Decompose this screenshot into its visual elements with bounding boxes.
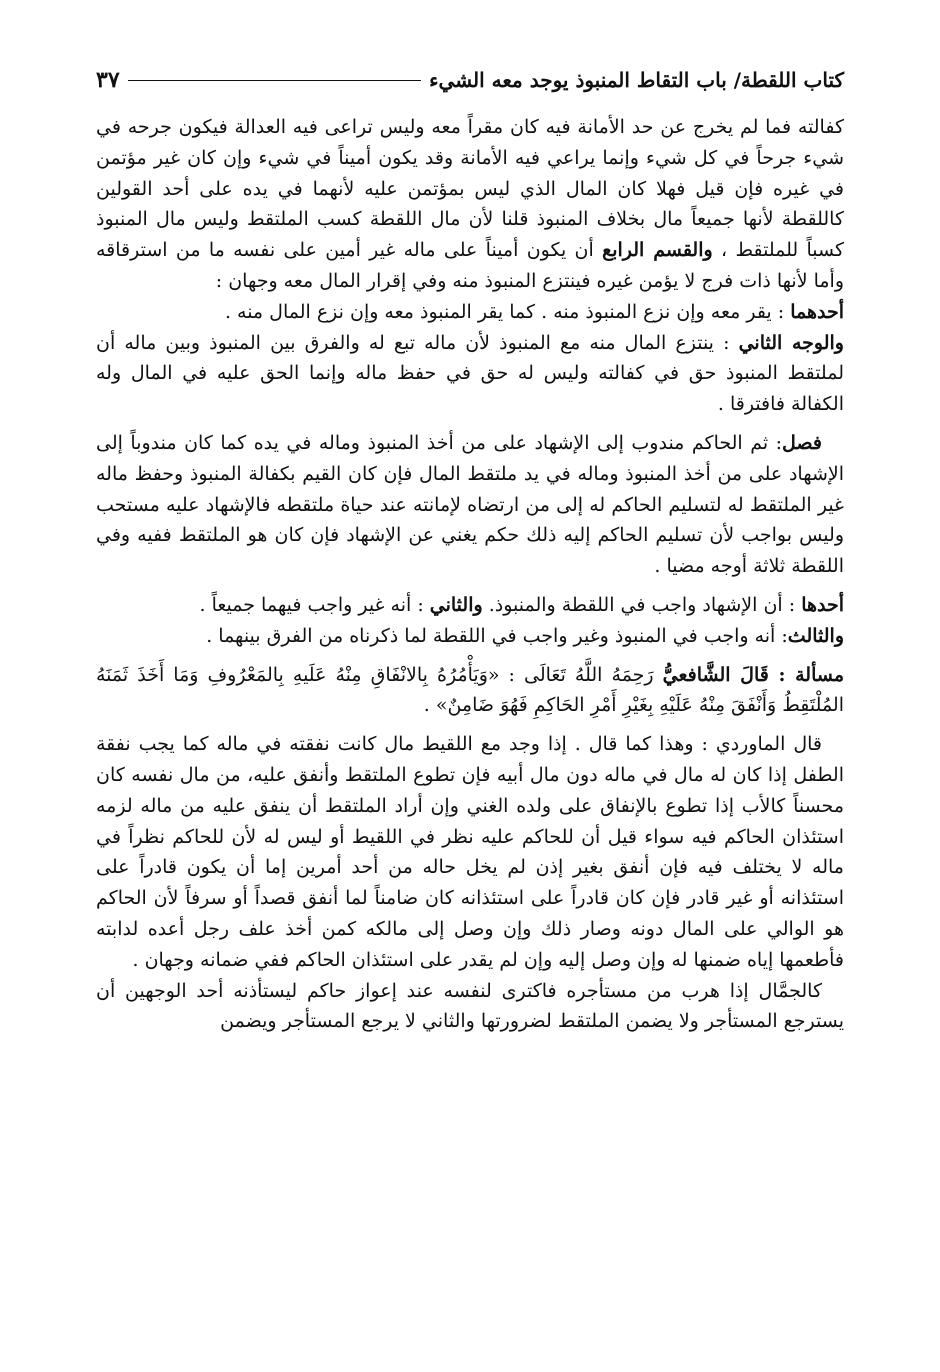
paragraph-text: قال الماوردي : وهذا كما قال . إذا وجد مع اللقيط مال كانت نفقته في ماله كما يجب نفقة الطفل إذا كان له مال في ماله دون مال أبيه فإن تطوع الملتقط وأنفق عليه، من مال نفسه كان محسناً كالأب إذا تطوع بالإنفاق على ولده الغني وإن أراد الملتقط أن ينفق عليه من ماله لزمه استئذان الحاكم فيه سواء قيل أن للحاكم عليه نظر في اللقيط أو ليس له لأن للحاكم نظراً في ماله لا يختلف فيه فإن أنفق بغير إذن لم يخل حاله من أحد أمرين إما أن يكون قادراً على استئذانه أو غير قادر فإن كان قادراً على استئذانه كان ضامناً لما أنفق قصداً أو سرفاً لأن الحاكم هو الوالي على المال دونه وصار ذلك وإن وصل إلى مالكه كمن أخذ علف رجل أعده لدابته فأطعمها إياه ضمنها له وإن وصل إليه وإن لم يقدر على استئذان الحاكم ففي ضمانه وجهان . (96, 733, 844, 971)
paragraph-text: أن يكون أميناً على ماله غير أمين على نفسه ما من استرقاقه وأما لأنها ذات فرج لا يؤمن غيره فينتزع المنبوذ منه وفي إقرار المال معه وجهان : (96, 239, 844, 292)
paragraph-text: : يقر معه وإن نزع المنبوذ منه . كما يقر المنبوذ معه وإن نزع المال منه . (224, 300, 791, 323)
paragraph (96, 729, 844, 975)
term-heading: أحدها (801, 593, 844, 616)
term-heading: والوجه الثاني (738, 331, 844, 354)
paragraph (96, 297, 844, 328)
paragraph (96, 660, 844, 722)
paragraph (96, 112, 844, 297)
paragraph (96, 328, 844, 420)
term-heading: والثالث (787, 624, 844, 647)
paragraph-text: : ينتزع المال منه مع المنبوذ لأن ماله تبع له والفرق بين المنبوذ وبين ماله أن لملتقط المنبوذ حق في كفالته وليس له حق في حفظ ماله وإنما الحق عليه في المال وله الكفالة فافترقا . (96, 331, 844, 416)
page-body (96, 112, 844, 1037)
paragraph-text: : أن الإشهاد واجب في اللقطة والمنبوذ. (482, 593, 802, 616)
paragraph-text: كالجمَّال إذا هرب من مستأجره فاكترى لنفسه عند إعواز حاكم ليستأذنه أحد الوجهين أن يسترجع المستأجر ولا يضمن الملتقط لضرورتها والثاني لا يرجع المستأجر ويضمن (96, 979, 844, 1033)
paragraph-text: : أنه غير واجب فيهما جميعاً . (199, 593, 430, 616)
term-heading: والقسم الرابع (602, 239, 713, 262)
header-title: كتاب اللقطة/ باب التقاط المنبوذ يوجد معه الشيء (429, 68, 844, 92)
section-heading: فصل (782, 431, 822, 454)
running-header (96, 62, 844, 98)
paragraph-text: : أنه واجب في المنبوذ وغير واجب في اللقطة لما ذكرناه من الفرق بينهما . (206, 624, 788, 647)
page-number: ٣٧ (96, 67, 120, 93)
paragraph-text: : ثم الحاكم مندوب إلى الإشهاد على من أخذ المنبوذ وماله في يده كما كان مندوباً إلى الإشهاد على من أخذ المنبوذ وماله في يد ملتقط المال فإن كان القيم بكفالة المنبوذ وحفظ ماله غير الملتقط له لتسليم الحاكم له إلى من ارتضاه لإمانته عند حياة ملتقطه فالإشهاد عليه مستحب وليس بواجب لأن تسليم الحاكم إليه ذلك حكم يغني عن الإشهاد فإن كان هو الملتقط ففيه وفي اللقطة ثلاثة أوجه مضيا . (96, 431, 844, 578)
paragraph (96, 590, 844, 621)
paragraph (96, 976, 844, 1038)
paragraph (96, 428, 844, 582)
term-heading: أحدهما (790, 300, 844, 323)
term-heading: والثاني (429, 593, 483, 616)
header-rule (128, 80, 422, 81)
paragraph-text: كفالته فما لم يخرج عن حد الأمانة فيه كان مقراً معه وليس تراعى فيه العدالة فيكون جرحه في شيء جرحاً في كل شيء وإنما يراعي فيه الأمانة وقد يكون أميناً في شيء وإن كان غير مؤتمن في غيره فإن قيل فهلا كان المال الذي ليس بمؤتمن عليه لأنهما في يده على أحد القولين كاللقطة لأنها جميعاً مال بخلاف المنبوذ قلنا لأن مال اللقطة كسب الملتقط وليس مال المنبوذ كسباً للملتقط ، (96, 116, 845, 262)
quoted-text: رَحِمَهُ اللَّهُ تَعَالَى : «وَيَأْمُرُهُ بِالانْفَاقِ مِنْهُ عَلَيهِ بِالمَعْرُوفِ وَمَا أَخَذَ ثَمَنَهُ المُلْتَقِطُ وَأَنْفَقَ مِنْهُ عَلَيْهِ بِغَيْرِ أَمْرِ الحَاكِمِ فَهُوَ ضَامِنٌ» . (96, 663, 844, 717)
paragraph (96, 621, 844, 652)
issue-heading: مسألة : قَالَ الشَّافعيُّ (662, 663, 844, 686)
